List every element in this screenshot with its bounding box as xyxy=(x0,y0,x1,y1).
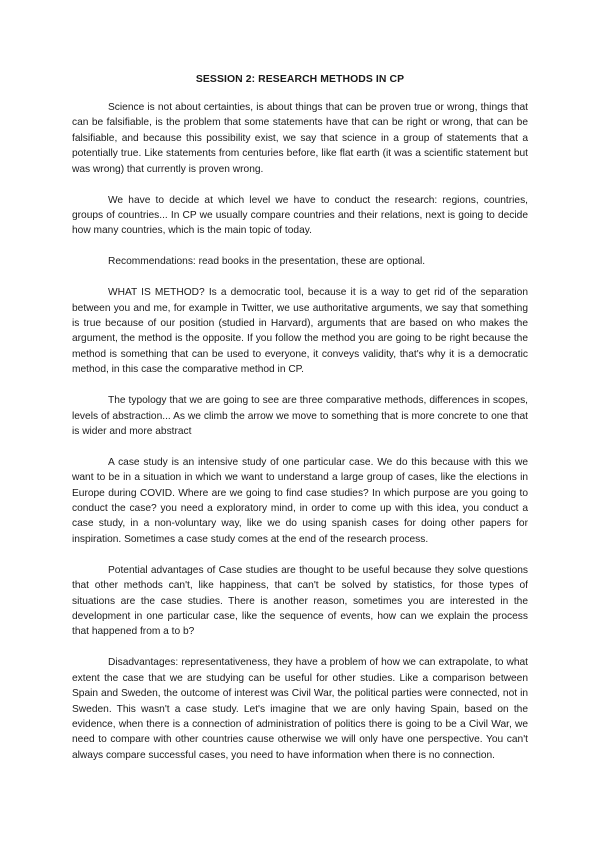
paragraph-recommendations: Recommendations: read books in the presentation, these are optional. xyxy=(108,256,426,268)
document-body xyxy=(72,72,528,779)
paragraph-case-study: A case study is an intensive study of one particular case. We do this because with this we want to be in a situation in which we want to understand a large group of cases, like the elections in Europe during COVID. Where are we going to find case studies? In which purpose are you going to conduct the case? you need a exploratory mind, in order to come up with this idea, you conduct a case study, in a non-voluntary way, like we do using spanish cases for doing other papers for inspiration. Sometimes a case study comes at the end of the research process. xyxy=(72,456,528,545)
paragraph-science: Science is not about certainties, is about things that can be proven true or wrong, things that can be falsifiable, is the problem that some statements have that can be right or wrong, that can be falsifiable, and because this possibility exist, we say that science in a group of statements that a potentially true. Like statements from centuries before, like flat earth (it was a scientific statement but was wrong) that currently is proven wrong. xyxy=(72,102,528,175)
paragraph-what-is-method: WHAT IS METHOD? Is a democratic tool, because it is a way to get rid of the separation between you and me, for example in Twitter, we use authoritative arguments, we say that something is true because of our position (studied in Harvard), arguments that are based on who makes the argument, the method is the opposite. If you follow the method you are going to be right because the method is something that can be used to everyone, it conveys validity, that's why it is a democratic method, in this case the comparative method in CP. xyxy=(72,287,528,376)
paragraph-disadvantages: Disadvantages: representativeness, they have a problem of how we can extrapolate, to what extent the case that we are studying can be useful for other studies. Like a comparison between Spain and Sweden, the outcome of interest was Civil War, the political parties were connected, not in Sweden. This wasn't a case study. Let's imagine that we are only having Spain, based on the evidence, when there is a connection of administration of politics there is going to be a Civil War, we need to compare with other countries cause otherwise we will only have one perspective. You can't always compare successful cases, you need to have information when there is no connection. xyxy=(72,657,528,761)
paragraph-advantages: Potential advantages of Case studies are thought to be useful because they solve questions that other methods can't, like happiness, that can't be solved by statistics, for those types of situations are the case studies. There is another reason, sometimes you are interested in the development in one particular case, like the sequence of events, how can we explain the process that happened from a to b? xyxy=(72,564,528,638)
paragraph-typology: The typology that we are going to see are three comparative methods, differences in scopes, levels of abstraction... As we climb the arrow we move to something that is more concrete to one that is wider and more abstract xyxy=(72,395,528,437)
document-title: SESSION 2: RESEARCH METHODS IN CP xyxy=(195,74,405,85)
paragraph-research-level: We have to decide at which level we have to conduct the research: regions, countries, groups of countries... In CP we usually compare countries and their relations, next is going to decide how many countries, which is the main topic of today. xyxy=(72,194,528,237)
